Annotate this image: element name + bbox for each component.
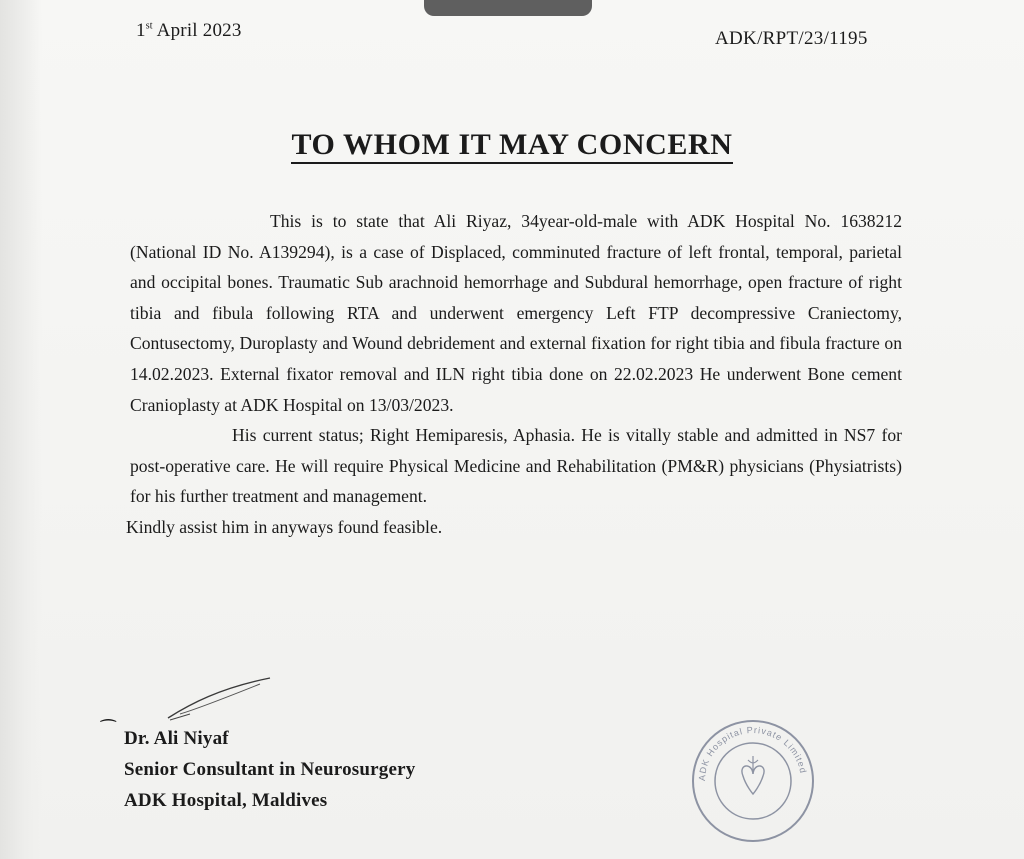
letter-title [0,128,1024,162]
signature-block [124,723,415,816]
paragraph-request: Kindly assist him in anyways found feasible. [126,516,443,537]
hospital-seal [688,716,818,846]
date-day: 1 [136,20,146,41]
paragraph-case-details: This is to state that Ali Riyaz, 34year-old-male with ADK Hospital No. 1638212 (National ID No. A139294), is a case of Displaced, comminuted fracture of left frontal, temporal, parietal and occipital bones. Traumatic Sub arachnoid hemorrhage and Subdural hemorrhage, open fracture of right tibia and fibula following RTA and underwent emergency Left FTP decompressive Craniectomy, Contusectomy, Duroplasty and Wound debridement and external fixation for right tibia and fibula fracture on 14.02.2023. External fixator removal and ILN right tibia done on 22.02.2023 He underwent Bone cement Cranioplasty at ADK Hospital on 13/03/2023. [130,211,902,415]
date-suffix: st [145,20,153,32]
handwritten-signature [160,674,280,724]
signatory-position: Senior Consultant in Neurosurgery [124,759,416,780]
letter-date [136,20,242,42]
reference-number: ADK/RPT/23/1195 [715,28,868,49]
viewer-toolbar-tab[interactable] [424,0,592,16]
signatory-name: Dr. Ali Niyaf [124,728,229,749]
date-rest: April 2023 [152,20,242,41]
paragraph-current-status: His current status; Right Hemiparesis, Aphasia. He is vitally stable and admitted in NS7 for post-operative care. He will require Physical Medicine and Rehabilitation (PM&R) physicians (Physiatrists) for his further treatment and management. [130,425,902,507]
signatory-institution: ADK Hospital, Maldives [124,790,328,811]
signature-tick-icon: ⁀ [101,720,116,740]
letter-body [126,206,902,543]
letter-title-text: TO WHOM IT MAY CONCERN [291,128,732,164]
seal-text: ADK Hospital Private Limited [696,724,809,782]
